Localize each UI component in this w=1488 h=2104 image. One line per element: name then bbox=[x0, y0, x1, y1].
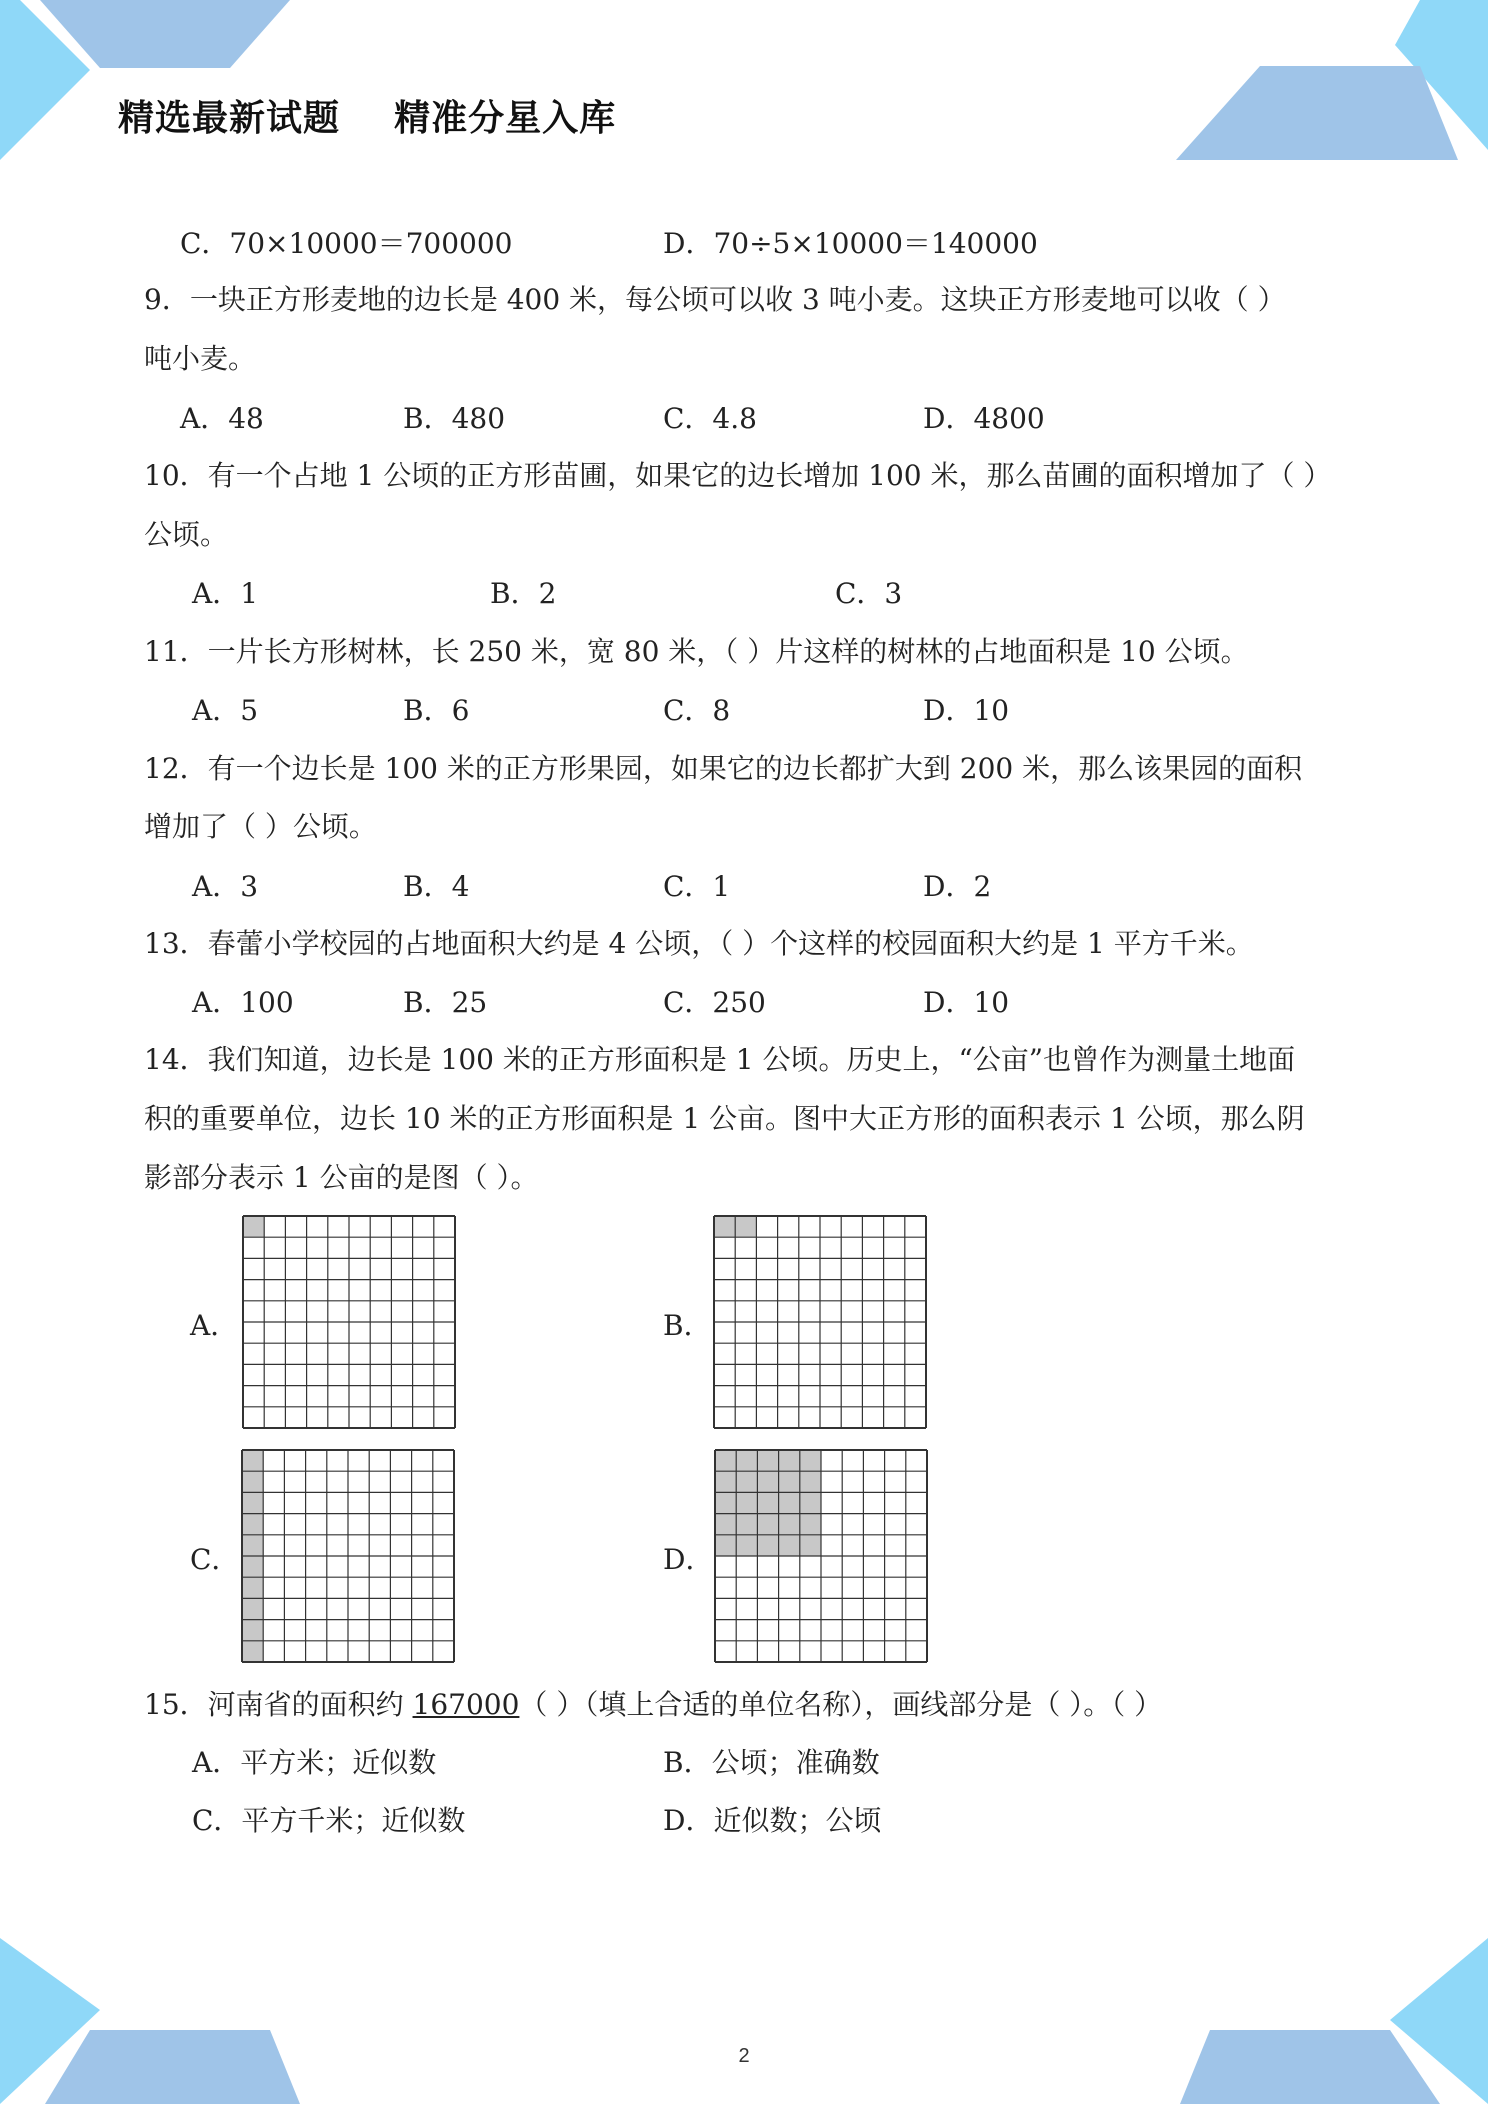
shaded-cell bbox=[800, 1450, 821, 1471]
q15-option-b: B．公顷；准确数 bbox=[663, 1746, 880, 1779]
shaded-cell bbox=[800, 1535, 821, 1556]
q9-option-a: A．48 bbox=[180, 402, 264, 435]
shaded-cell bbox=[779, 1514, 800, 1535]
q10-option-c: C．3 bbox=[835, 577, 903, 610]
q12-option-d: D．2 bbox=[923, 870, 992, 903]
q11-option-a: A．5 bbox=[192, 694, 259, 727]
shaded-cell bbox=[242, 1535, 263, 1556]
shaded-cell bbox=[243, 1216, 264, 1237]
shaded-cell bbox=[242, 1577, 263, 1598]
q9-line-2: 吨小麦。 bbox=[144, 342, 257, 375]
q12-option-a: A．3 bbox=[192, 870, 259, 903]
shaded-cell bbox=[715, 1450, 736, 1471]
q14-line-2: 积的重要单位，边长 10 米的正方形面积是 1 公亩。图中大正方形的面积表示 1 公顷，那么阴 bbox=[144, 1102, 1305, 1135]
q14-line-3: 影部分表示 1 公亩的是图（ ）。 bbox=[144, 1161, 539, 1194]
q10-line-1: 10．有一个占地 1 公顷的正方形苗圃，如果它的边长增加 100 米，那么苗圃的面积增加了（ ） bbox=[144, 459, 1332, 492]
shaded-cell bbox=[715, 1471, 736, 1492]
page-number: 2 bbox=[738, 2045, 750, 2067]
shaded-cell bbox=[242, 1556, 263, 1577]
shaded-cell bbox=[714, 1216, 735, 1237]
shaded-cell bbox=[242, 1620, 263, 1641]
q15-option-d: D．近似数；公顷 bbox=[663, 1804, 882, 1837]
q15-underlined-number: 167000 bbox=[412, 1688, 520, 1721]
grid-d[interactable] bbox=[714, 1449, 928, 1663]
shaded-cell bbox=[242, 1641, 263, 1662]
shaded-cell bbox=[779, 1492, 800, 1513]
shaded-cell bbox=[736, 1450, 757, 1471]
q11-option-c: C．8 bbox=[663, 694, 731, 727]
shaded-cell bbox=[715, 1492, 736, 1513]
shaded-cell bbox=[779, 1471, 800, 1492]
grid-b[interactable] bbox=[713, 1215, 927, 1429]
q8-option-c: C．70×10000＝700000 bbox=[180, 227, 513, 260]
shaded-cell bbox=[757, 1492, 778, 1513]
q13-option-d: D．10 bbox=[923, 986, 1010, 1019]
q10-line-2: 公顷。 bbox=[144, 518, 229, 551]
q15-option-c: C．平方千米；近似数 bbox=[192, 1804, 466, 1837]
q12-option-b: B．4 bbox=[403, 870, 470, 903]
shaded-cell bbox=[757, 1471, 778, 1492]
q11-line-1: 11．一片长方形树林，长 250 米，宽 80 米，（ ）片这样的树林的占地面积是 10 公顷。 bbox=[144, 635, 1249, 668]
q13-option-a: A．100 bbox=[192, 986, 294, 1019]
q15-line-1 bbox=[144, 1687, 1162, 1723]
shaded-cell bbox=[735, 1216, 756, 1237]
shaded-cell bbox=[242, 1450, 263, 1471]
grid-a[interactable] bbox=[242, 1215, 456, 1429]
q12-line-2: 增加了（ ）公顷。 bbox=[144, 810, 377, 843]
shaded-cell bbox=[736, 1471, 757, 1492]
top-right-trapezoid bbox=[1176, 66, 1458, 160]
q10-option-b: B．2 bbox=[490, 577, 557, 610]
shaded-cell bbox=[715, 1535, 736, 1556]
q13-option-c: C．250 bbox=[663, 986, 766, 1019]
shaded-cell bbox=[800, 1492, 821, 1513]
shaded-cell bbox=[242, 1514, 263, 1535]
shaded-cell bbox=[757, 1514, 778, 1535]
q10-option-a: A．1 bbox=[192, 577, 259, 610]
shaded-cell bbox=[242, 1598, 263, 1619]
grid-d-label: D． bbox=[663, 1543, 714, 1576]
shaded-cell bbox=[779, 1450, 800, 1471]
shaded-cell bbox=[779, 1535, 800, 1556]
shaded-cell bbox=[800, 1514, 821, 1535]
q13-option-b: B．25 bbox=[403, 986, 488, 1019]
q8-option-d: D．70÷5×10000＝140000 bbox=[663, 227, 1038, 260]
q9-option-d: D．4800 bbox=[923, 402, 1045, 435]
grid-b-label: B． bbox=[663, 1309, 712, 1342]
grid-c[interactable] bbox=[241, 1449, 455, 1663]
q15-text-post: （ ）（填上合适的单位名称），画线部分是（ ）。（ ） bbox=[519, 1688, 1163, 1721]
shaded-cell bbox=[757, 1535, 778, 1556]
header-title: 精选最新试题 精准分星入库 bbox=[118, 98, 617, 139]
shaded-cell bbox=[757, 1450, 778, 1471]
q11-option-d: D．10 bbox=[923, 694, 1010, 727]
q14-line-1: 14．我们知道，边长是 100 米的正方形面积是 1 公顷。历史上，“公亩”也曾作为测量土地面 bbox=[144, 1043, 1296, 1076]
q13-line-1: 13．春蕾小学校园的占地面积大约是 4 公顷，（ ）个这样的校园面积大约是 1 平方千米。 bbox=[144, 927, 1254, 960]
q12-line-1: 12．有一个边长是 100 米的正方形果园，如果它的边长都扩大到 200 米，那么该果园的面积 bbox=[144, 752, 1303, 785]
grid-a-label: A． bbox=[190, 1309, 239, 1342]
shaded-cell bbox=[800, 1471, 821, 1492]
shaded-cell bbox=[736, 1535, 757, 1556]
q15-option-a: A．平方米；近似数 bbox=[192, 1746, 437, 1779]
q11-option-b: B．6 bbox=[403, 694, 470, 727]
shaded-cell bbox=[715, 1514, 736, 1535]
shaded-cell bbox=[242, 1492, 263, 1513]
shaded-cell bbox=[736, 1514, 757, 1535]
q9-option-b: B．480 bbox=[403, 402, 506, 435]
grid-c-label: C． bbox=[190, 1543, 240, 1576]
q9-option-c: C．4.8 bbox=[663, 402, 757, 435]
q9-line-1: 9．一块正方形麦地的边长是 400 米，每公顷可以收 3 吨小麦。这块正方形麦地可以收（ ） bbox=[144, 283, 1286, 316]
q15-text-pre: 15．河南省的面积约 bbox=[144, 1688, 413, 1721]
q12-option-c: C．1 bbox=[663, 870, 731, 903]
shaded-cell bbox=[736, 1492, 757, 1513]
shaded-cell bbox=[242, 1471, 263, 1492]
